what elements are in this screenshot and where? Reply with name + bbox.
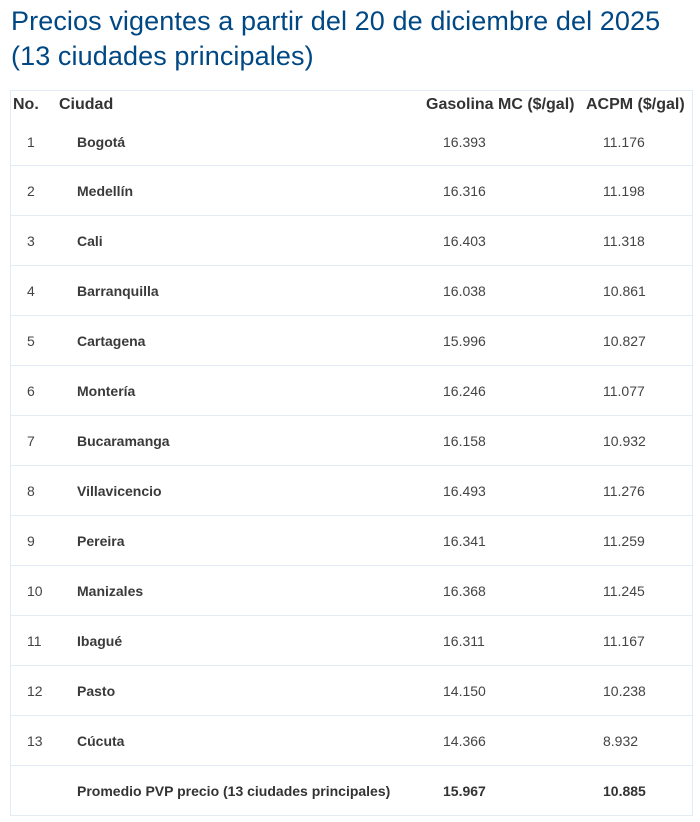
row-city: Pereira xyxy=(59,516,426,566)
table-row xyxy=(11,566,692,616)
table-row xyxy=(11,166,692,216)
table-row xyxy=(11,416,692,466)
row-number: 10 xyxy=(11,566,59,616)
header-gasoline: Gasolina MC ($/gal) xyxy=(426,95,575,113)
row-city: Ibagué xyxy=(59,616,426,666)
row-number: 2 xyxy=(11,166,59,216)
row-acpm: 10.861 xyxy=(586,266,692,316)
row-gasoline: 16.311 xyxy=(426,616,586,666)
row-city: Manizales xyxy=(59,566,426,616)
row-number: 11 xyxy=(11,616,59,666)
header-acpm: ACPM ($/gal) xyxy=(586,95,685,113)
row-city: Bogotá xyxy=(59,118,426,166)
row-city: Cali xyxy=(59,216,426,266)
table-row xyxy=(11,216,692,266)
row-number: 3 xyxy=(11,216,59,266)
row-acpm: 11.318 xyxy=(586,216,692,266)
average-acpm: 10.885 xyxy=(603,782,646,799)
row-number: 7 xyxy=(11,416,59,466)
row-number: 12 xyxy=(11,666,59,716)
row-gasoline: 15.996 xyxy=(426,316,586,366)
table-row xyxy=(11,118,692,166)
row-acpm: 11.176 xyxy=(586,118,692,166)
row-acpm: 11.198 xyxy=(586,166,692,216)
row-gasoline: 16.316 xyxy=(426,166,586,216)
fuel-prices-table xyxy=(10,90,693,816)
row-gasoline: 14.366 xyxy=(426,716,586,766)
row-acpm: 11.276 xyxy=(586,466,692,516)
row-gasoline: 16.403 xyxy=(426,216,586,266)
row-gasoline: 16.368 xyxy=(426,566,586,616)
header-city: Ciudad xyxy=(59,95,114,113)
row-number: 13 xyxy=(11,716,59,766)
row-acpm: 11.167 xyxy=(586,616,692,666)
row-city: Medellín xyxy=(59,166,426,216)
row-city: Montería xyxy=(59,366,426,416)
row-acpm: 10.932 xyxy=(586,416,692,466)
header-no: No. xyxy=(13,95,39,113)
row-gasoline: 16.393 xyxy=(426,118,586,166)
row-acpm: 10.827 xyxy=(586,316,692,366)
row-number: 1 xyxy=(11,118,59,166)
row-number: 5 xyxy=(11,316,59,366)
table-row xyxy=(11,316,692,366)
average-label: Promedio PVP precio (13 ciudades principales) xyxy=(77,782,391,799)
row-acpm: 11.077 xyxy=(586,366,692,416)
row-number: 4 xyxy=(11,266,59,316)
row-gasoline: 16.493 xyxy=(426,466,586,516)
row-number: 6 xyxy=(11,366,59,416)
row-city: Bucaramanga xyxy=(59,416,426,466)
row-acpm: 10.238 xyxy=(586,666,692,716)
row-acpm: 8.932 xyxy=(586,716,692,766)
row-number: 8 xyxy=(11,466,59,516)
table-header-row xyxy=(11,91,692,118)
row-gasoline: 16.246 xyxy=(426,366,586,416)
row-acpm: 11.245 xyxy=(586,566,692,616)
row-city: Cúcuta xyxy=(59,716,426,766)
table-row xyxy=(11,516,692,566)
table-row xyxy=(11,266,692,316)
row-gasoline: 16.158 xyxy=(426,416,586,466)
table-row xyxy=(11,366,692,416)
row-city: Villavicencio xyxy=(59,466,426,516)
average-row xyxy=(11,766,692,816)
row-gasoline: 16.341 xyxy=(426,516,586,566)
table-row xyxy=(11,666,692,716)
row-city: Cartagena xyxy=(59,316,426,366)
row-number: 9 xyxy=(11,516,59,566)
page-title: Precios vigentes a partir del 20 de diciembre del 2025 (13 ciudades principales) xyxy=(11,6,661,71)
row-gasoline: 16.038 xyxy=(426,266,586,316)
average-gasoline: 15.967 xyxy=(443,782,486,799)
row-gasoline: 14.150 xyxy=(426,666,586,716)
table-row xyxy=(11,466,692,516)
table-row xyxy=(11,616,692,666)
row-city: Barranquilla xyxy=(59,266,426,316)
row-acpm: 11.259 xyxy=(586,516,692,566)
row-city: Pasto xyxy=(59,666,426,716)
average-number xyxy=(11,766,59,816)
table-row xyxy=(11,716,692,766)
